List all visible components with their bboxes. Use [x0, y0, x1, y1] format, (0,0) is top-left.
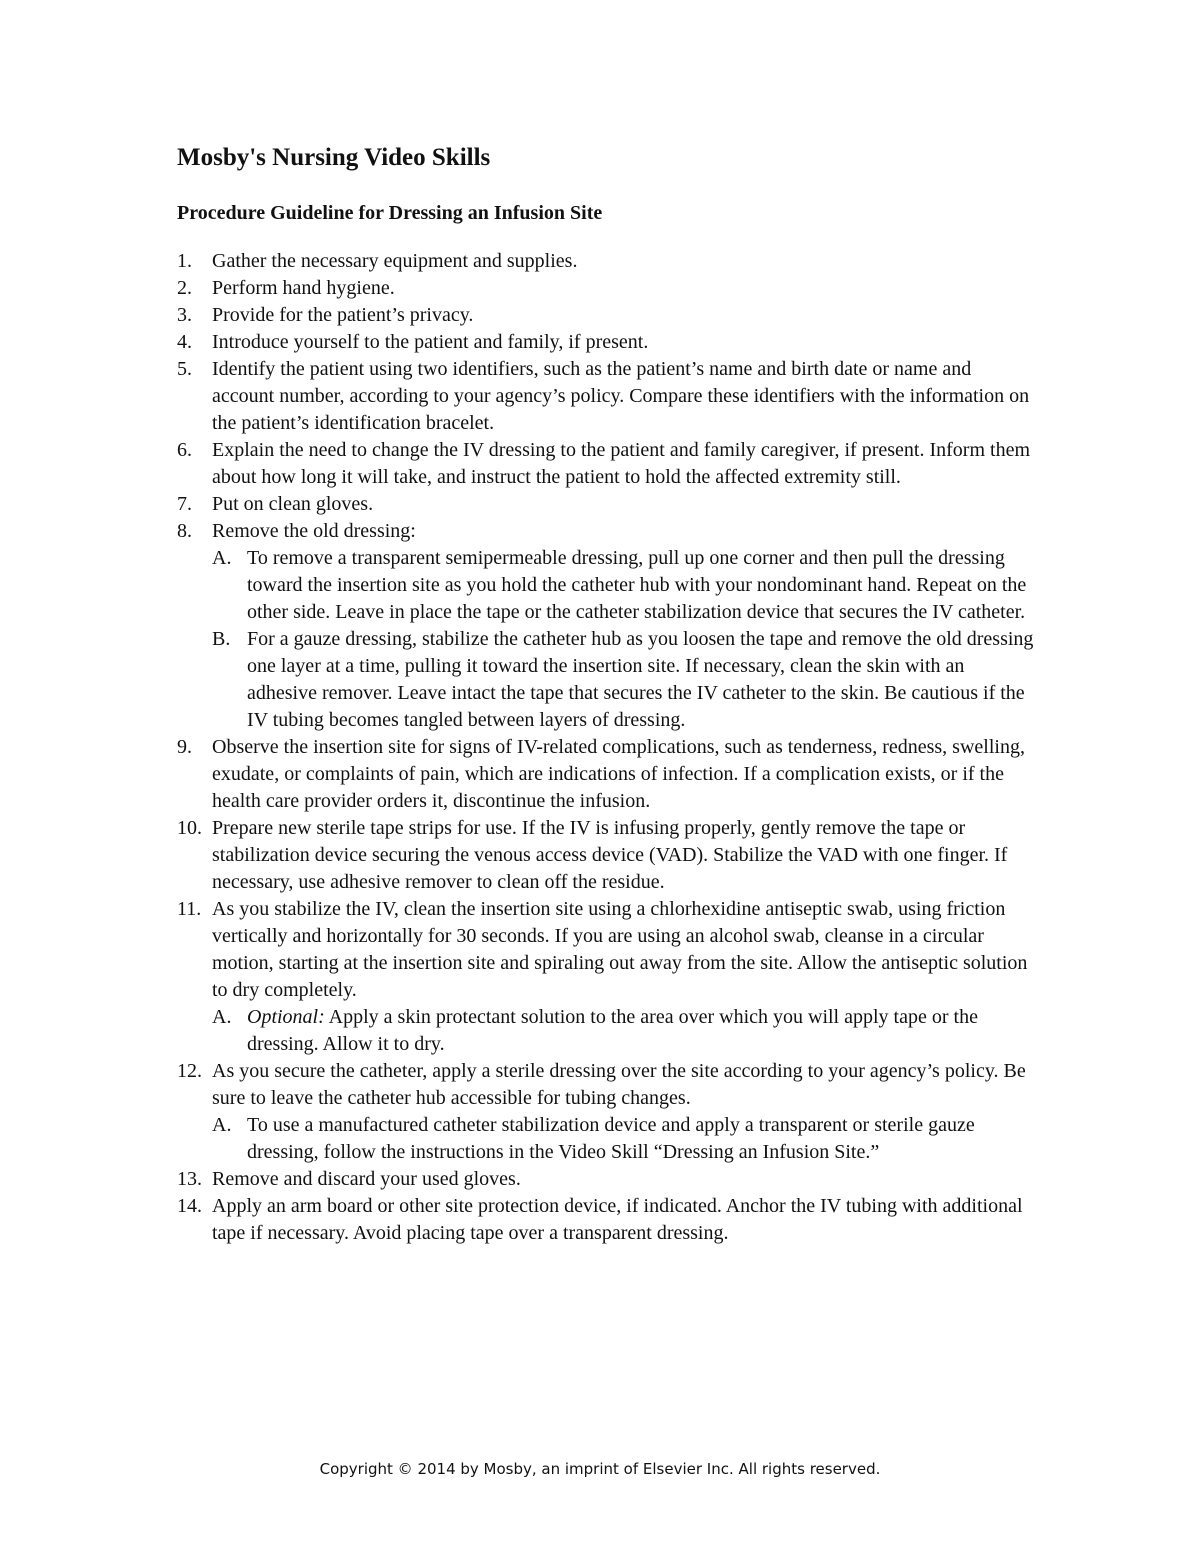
step-4 [177, 329, 1037, 356]
substep-letter: B. [212, 628, 231, 650]
step-number: 1. [177, 250, 192, 272]
step-11 [177, 896, 1037, 1058]
step-text: Introduce yourself to the patient and family, if present. [212, 331, 649, 353]
substeps-list [212, 1112, 1037, 1166]
substep-text: Apply a skin protectant solution to the area over which you will apply tape or the dressing. Allow it to dry. [247, 1006, 978, 1055]
step-7 [177, 491, 1037, 518]
substep-8a [212, 545, 1037, 626]
step-9 [177, 734, 1037, 815]
step-text: Observe the insertion site for signs of IV-related complications, such as tenderness, redness, swelling, exudate, or complaints of pain, which are indications of infection. If a complication exists, or if the health care provider orders it, discontinue the infusion. [212, 736, 1025, 812]
step-text: Explain the need to change the IV dressing to the patient and family caregiver, if present. Inform them about how long it will take, and instruct the patient to hold the affected extremity still. [212, 439, 1030, 488]
document-title: Mosby's Nursing Video Skills [177, 144, 491, 171]
step-text: Apply an arm board or other site protection device, if indicated. Anchor the IV tubing with additional tape if necessary. Avoid placing tape over a transparent dressing. [212, 1195, 1023, 1244]
procedure-title: Procedure Guideline for Dressing an Infusion Site [177, 202, 603, 224]
step-number: 4. [177, 331, 192, 353]
step-text: Remove and discard your used gloves. [212, 1168, 521, 1190]
step-number: 14. [177, 1195, 202, 1217]
step-number: 13. [177, 1168, 202, 1190]
step-6 [177, 437, 1037, 491]
step-text: As you secure the catheter, apply a sterile dressing over the site according to your agency’s policy. Be sure to leave the catheter hub accessible for tubing changes. [212, 1060, 1026, 1109]
substep-letter: A. [212, 547, 232, 569]
step-12 [177, 1058, 1037, 1166]
step-number: 10. [177, 817, 202, 839]
step-text: Prepare new sterile tape strips for use. If the IV is infusing properly, gently remove the tape or stabilization device securing the venous access device (VAD). Stabilize the VAD with one finger. If necessary, use adhesive remover to clean off the residue. [212, 817, 1008, 893]
copyright-footer: Copyright © 2014 by Mosby, an imprint of Elsevier Inc. All rights reserved. [319, 1460, 881, 1478]
step-number: 7. [177, 493, 192, 515]
step-number: 12. [177, 1060, 202, 1082]
substep-text: To use a manufactured catheter stabilization device and apply a transparent or sterile gauze dressing, follow the instructions in the Video Skill “Dressing an Infusion Site.” [247, 1114, 975, 1163]
step-number: 5. [177, 358, 192, 380]
step-text: Provide for the patient’s privacy. [212, 304, 474, 326]
procedure-steps-list [177, 248, 1037, 1247]
step-8 [177, 518, 1037, 734]
step-number: 3. [177, 304, 192, 326]
step-text: Remove the old dressing: [212, 520, 416, 542]
substep-12a [212, 1112, 1037, 1166]
substep-11a [212, 1004, 1037, 1058]
substep-letter: A. [212, 1114, 232, 1136]
substep-8b [212, 626, 1037, 734]
substep-letter: A. [212, 1006, 232, 1028]
step-number: 11. [177, 898, 202, 920]
step-number: 9. [177, 736, 192, 758]
step-2 [177, 275, 1037, 302]
step-13 [177, 1166, 1037, 1193]
optional-label: Optional: [247, 1006, 325, 1028]
step-1 [177, 248, 1037, 275]
step-3 [177, 302, 1037, 329]
step-number: 2. [177, 277, 192, 299]
substeps-list [212, 1004, 1037, 1058]
document-page [177, 140, 1037, 1247]
step-text: As you stabilize the IV, clean the insertion site using a chlorhexidine antiseptic swab, using friction vertically and horizontally for 30 seconds. If you are using an alcohol swab, cleanse in a circular motion, starting at the insertion site and spiraling out away from the site. Allow the antiseptic solution to dry completely. [212, 898, 1028, 1001]
step-14 [177, 1193, 1037, 1247]
step-text: Identify the patient using two identifiers, such as the patient’s name and birth date or name and account number, according to your agency’s policy. Compare these identifiers with the information on the patient’s identification bracelet. [212, 358, 1030, 434]
step-text: Gather the necessary equipment and supplies. [212, 250, 578, 272]
step-text: Perform hand hygiene. [212, 277, 395, 299]
step-10 [177, 815, 1037, 896]
step-5 [177, 356, 1037, 437]
substep-text: For a gauze dressing, stabilize the catheter hub as you loosen the tape and remove the old dressing one layer at a time, pulling it toward the insertion site. If necessary, clean the skin with an adhesive remover. Leave intact the tape that secures the IV catheter to the skin. Be cautious if the IV tubing becomes tangled between layers of dressing. [247, 628, 1034, 731]
step-text: Put on clean gloves. [212, 493, 374, 515]
substeps-list [212, 545, 1037, 734]
step-number: 6. [177, 439, 192, 461]
step-number: 8. [177, 520, 192, 542]
substep-text: To remove a transparent semipermeable dressing, pull up one corner and then pull the dressing toward the insertion site as you hold the catheter hub with your nondominant hand. Repeat on the other side. Leave in place the tape or the catheter stabilization device that secures the IV catheter. [247, 547, 1027, 623]
